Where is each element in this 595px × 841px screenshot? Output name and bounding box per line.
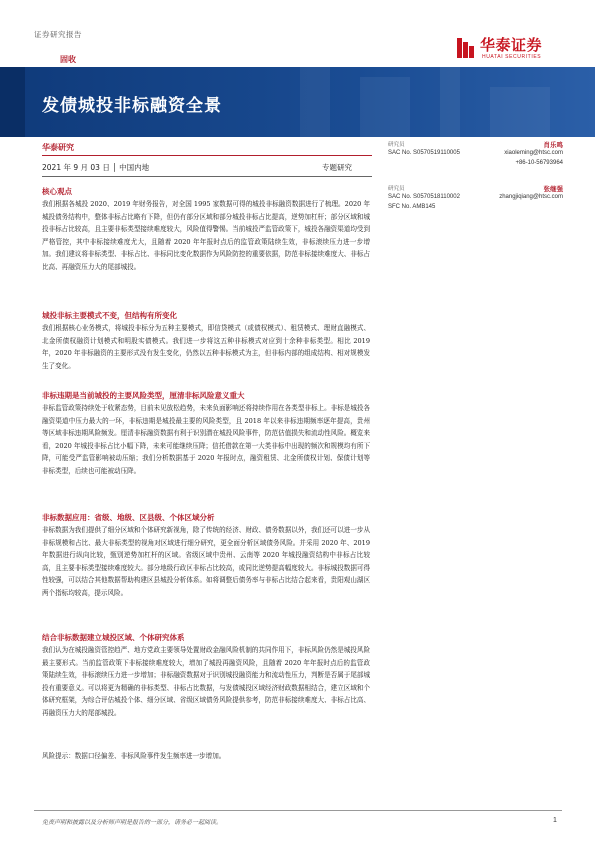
section-body: 我们根据核心业务模式，将城投非标分为五种主要模式，即信贷模式（或债权模式）、租赁模式、理财直融模式、北金所债权融资计划模式和明股实债模式。我们进一步将这五种非标模式对应到十余种非标类型。相比 2019 年，2020 年非标融资的主要形式没有发生变化，仍然以五种非标模式为主，但非标内部的组成结构、相对规模发生了变化。	[42, 324, 370, 370]
logo-text-en: HUATAI SECURITIES	[482, 54, 542, 60]
section-title: 非标数据应用：省级、地级、区县级、个体区域分析	[42, 513, 215, 522]
divider	[42, 176, 372, 177]
page-number: 1	[553, 817, 557, 824]
section-title: 城投非标主要模式不变，但结构有所变化	[42, 311, 177, 320]
company-logo	[455, 34, 575, 66]
research-brand: 华泰研究	[42, 142, 74, 152]
analyst-email[interactable]: xiaoleming@htsc.com	[504, 150, 563, 156]
logo-text-cn: 华泰证券	[480, 36, 543, 54]
report-type: 专题研究	[322, 163, 352, 172]
analyst-sac: SAC No. S0570519110005	[388, 150, 460, 156]
divider	[42, 155, 372, 156]
analyst-sac: SAC No. S0570518110002	[388, 194, 460, 200]
disclaimer-note: 免责声明和披露以及分析师声明是报告的一部分，请务必一起阅读。	[42, 819, 223, 826]
analyst-card	[388, 140, 563, 184]
section-title: 非标违期是当前城投的主要风险类型，厘清非标风险意义重大	[42, 391, 245, 400]
section-body: 非标监管政策持续处于收紧态势，目前未见放松趋势，未来负面影响还将持续作用在各类型非标上。非标是城投各融资渠道中压力最大的一环，非标违期是城投最主要的风险类型，且 2018 年以来非标违期频率逐年提高，贵州等区域非标违期风险频发。厘清非标融资数据有利于识别潜在城投风险事件，防范估值损失和流动性风险。概览来看，2020 年城投非标占比小幅下降，未来可能继续压降；信托借款在第一大类非标中出现的频次和规模均有所下降，可能受严监管影响被动压缩；我们分析数据基于 2020 年报时点，融资租赁、北金所债权计划、保债计划等非标类型，后续也可能被动压降。	[42, 404, 370, 475]
section-title: 结合非标数据建立城投区域、个体研究体系	[42, 633, 185, 642]
analyst-name: 张继强	[543, 185, 563, 193]
analyst-phone: +86-10-56793964	[515, 160, 563, 166]
section-body: 我们根据各城投 2020、2019 年财务报告，对全国 1995 家数据可得的城投非标融资数据进行了梳理。2020 年城投债务结构中，整体非标占比略有下降，但仍有部分区域和部分城投非标占比提高，逆势加杠杆；部分区域和城投非标占比较高，且主要非标类型接续难度较大，风险值得警惕。当前城投严监管政策下，城投各融资渠道均受到严格管控，其中非标接续难度尤大，且随着 2020 年年报时点后的监管政策陆续生效，非标滚续压力进一步增加。我们建议将非标类型、非标占比、非标同比变化数据作为风险防控的重要依据，防范非标接续难度大、非标占比高、再融资压力大的尾部城投。	[42, 200, 370, 271]
analyst-email[interactable]: zhangjiqiang@htsc.com	[499, 194, 563, 200]
report-date: 2021 年 9 月 03 日 │ 中国内地	[42, 163, 150, 172]
analyst-role: 研究员	[388, 186, 405, 192]
analyst-sfc: SFC No. AMB145	[388, 204, 436, 210]
title-banner	[0, 67, 595, 137]
footer-divider	[34, 810, 562, 811]
section-tag: 固收	[60, 55, 76, 64]
section-title: 核心观点	[42, 187, 72, 196]
analyst-card	[388, 184, 563, 228]
report-category-label: 证券研究报告	[34, 30, 82, 39]
report-title: 发债城投非标融资全景	[42, 96, 222, 116]
section-body: 非标数据为我们提供了细分区域和个体研究新视角，除了传统的经济、财政、债务数据以外，我们还可以进一步从非标规模和占比、最大非标类型的视角对区域进行细分研究，更全面分析区域债务风险。并采用 2020 年、2019 年数据进行纵向比较，甄别逆势加杠杆的区域。省级区域中贵州、云南等 2020 年城投融资结构中非标占比较高，且主要非标类型接续难度较大。部分地级行政区非标占比较高，或同比逆势提高幅度较大。非标城投数据可得性较强，可以结合其他数据帮助构建区县城投分析体系。如将调整后债务率与非标占比结合起来看，贵阳观山湖区两个指标均较高，提示风险。	[42, 526, 370, 597]
analyst-name: 肖乐鸣	[543, 141, 563, 149]
risk-warning: 风险提示：数据口径偏差、非标风险事件发生频率进一步增加。	[42, 752, 226, 760]
analyst-role: 研究员	[388, 142, 405, 148]
section-body: 我们认为在城投融资管控趋严、地方党政主要领导处置财政金融风险机制的共同作用下，非标风险仍然是城投风险最主要形式。当前监管政策下非标接续难度较大，增加了城投再融资风险，且随着 2020 年年报时点后的监管政策陆续生效，非标滚续压力进一步增加；非标融资数据对于识别城投融资能力和流动性压力，判断是否属于尾部城投有重要意义。可以将更为精确的非标类型、非标占比数据，与发债城投区域经济财政数据相结合，建立区域和个体研究框架，为综合评估城投个体、细分区域、省级区域债务风险提供参考，防范非标接续难度大、非标占比高、再融资压力大的尾部城投。	[42, 646, 370, 717]
logo-mark-icon	[455, 36, 475, 60]
analyst-panel	[388, 140, 563, 228]
